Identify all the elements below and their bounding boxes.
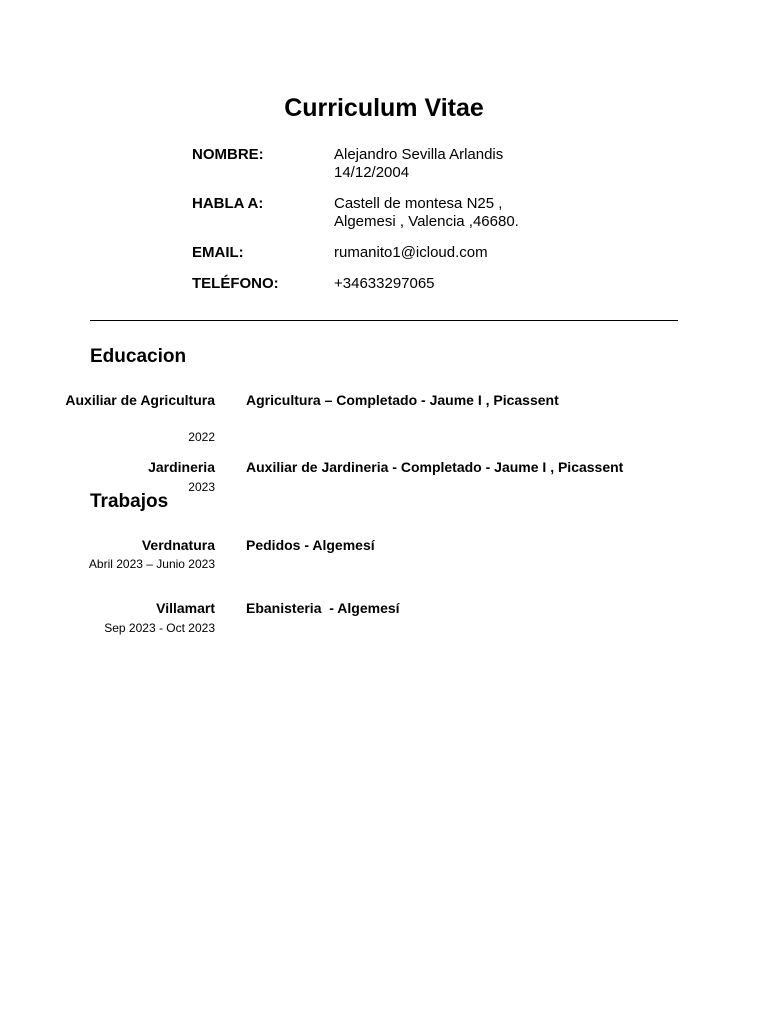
phone-value: +34633297065 [334, 275, 435, 292]
section-divider [90, 320, 678, 321]
email-label: EMAIL: [192, 244, 244, 261]
education-heading: Educacion [90, 346, 187, 367]
work-entry-date: Sep 2023 - Oct 2023 [104, 621, 215, 635]
work-entry-description: Pedidos - Algemesí [246, 537, 375, 553]
education-entry-description: Agricultura – Completado - Jaume I , Picassent [246, 392, 559, 408]
address-value: Castell de montesa N25 , Algemesi , Valencia ,46680. [334, 195, 519, 230]
page-title: Curriculum Vitae [284, 94, 484, 122]
name-label: NOMBRE: [192, 146, 264, 163]
work-heading: Trabajos [90, 491, 169, 512]
address-label: HABLA A: [192, 195, 264, 212]
education-entry-date: 2022 [188, 430, 215, 444]
phone-label: TELÉFONO: [192, 275, 279, 292]
education-entry-date: 2023 [188, 480, 215, 494]
work-entry-date: Abril 2023 – Junio 2023 [88, 557, 215, 571]
work-entry-description: Ebanisteria - Algemesí [246, 600, 400, 616]
name-value: Alejandro Sevilla Arlandis 14/12/2004 [334, 146, 504, 181]
education-entry-name: Auxiliar de Agricultura [65, 392, 215, 408]
work-entry-name: Villamart [156, 600, 215, 616]
education-entry-name: Jardineria [148, 459, 215, 475]
education-entry-description: Auxiliar de Jardineria - Completado - Jaume I , Picassent [246, 459, 624, 475]
work-entry-name: Verdnatura [141, 537, 215, 553]
email-value: rumanito1@icloud.com [334, 244, 488, 261]
